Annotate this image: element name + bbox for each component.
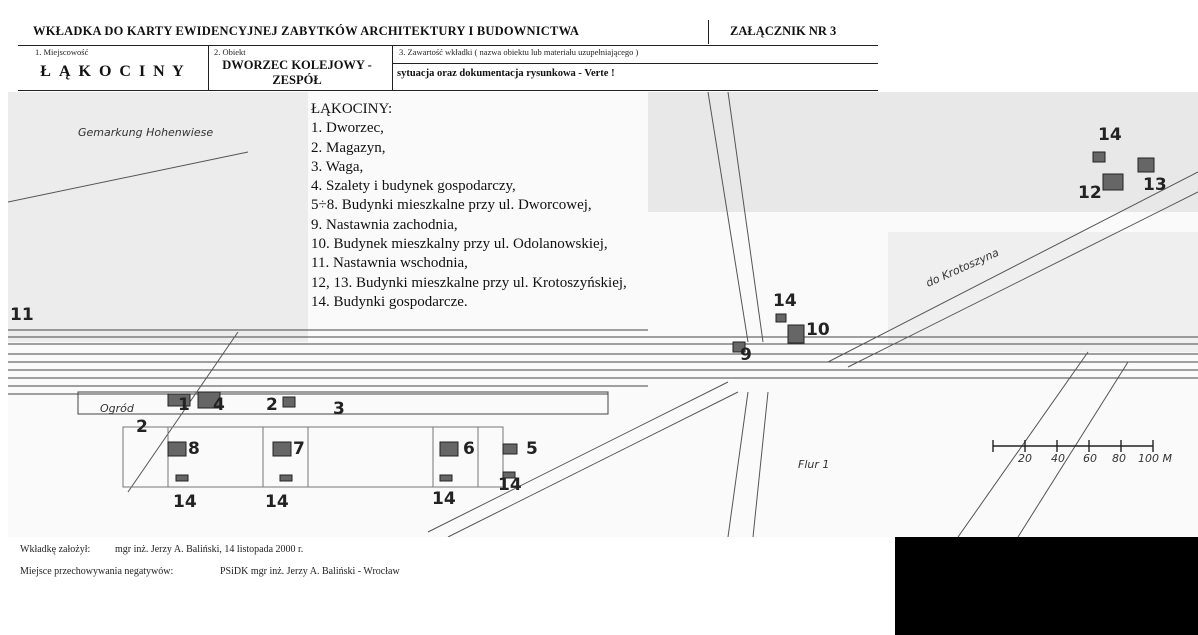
storage-label: Miejsce przechowywania negatywów: [20,566,174,577]
map-label-yard: Ogród [100,402,134,415]
content-value: sytuacja oraz dokumentacja rysunkowa - Verte ! [397,68,615,79]
legend-item: 2. Magazyn, [311,139,386,156]
legend-item: 4. Szalety i budynek gospodarczy, [311,178,516,195]
field-separator-2 [392,45,393,90]
created-by-label: Wkładkę założył: [20,544,91,555]
place-value: Ł Ą K O C I N Y [40,63,186,80]
building-number-6: 6 [463,439,475,459]
title-separator [708,20,709,44]
building-number-14-east: 14 [773,291,797,311]
object-label: 2. Obiekt [214,47,246,57]
legend-item: 3. Waga, [311,158,364,175]
building-number-5: 5 [526,439,538,459]
field-separator-1 [208,45,209,90]
scale-tick-20: 20 [1018,452,1032,465]
created-by-value: mgr inż. Jerzy A. Baliński, 14 listopada 2000 r. [115,544,304,555]
legend-item: 1. Dworzec, [311,120,384,137]
building-number-11: 11 [10,305,34,325]
building-number-14-ne: 14 [1098,125,1122,145]
legend-title: ŁĄKOCINY: [311,101,393,117]
place-label: 1. Miejscowość [35,47,89,57]
building-number-9: 9 [740,345,752,365]
legend-item: 10. Budynek mieszkalny przy ul. Odolanowskiej, [311,236,608,253]
scale-tick-80: 80 [1112,452,1126,465]
map-label-road: do Krotoszyna [923,245,1001,290]
building-number-14-b: 14 [265,492,289,512]
map-legend [311,100,627,312]
field-3-underline [392,63,878,64]
building-number-4: 4 [213,395,225,415]
scale-tick-40: 40 [1051,452,1065,465]
legend-item: 14. Budynki gospodarcze. [311,293,468,310]
scale-tick-100: 100 M [1138,452,1172,465]
object-value-line1: DWORZEC KOLEJOWY - [222,58,372,72]
building-number-2b: 2 [136,417,148,437]
legend-item: 9. Nastawnia zachodnia, [311,216,458,233]
header-rule-top [18,45,878,46]
building-number-7: 7 [293,439,305,459]
content-label: 3. Zawartość wkładki ( nazwa obiektu lub materiału uzupełniającego ) [399,47,639,57]
legend-item: 5÷8. Budynki mieszkalne przy ul. Dworcowej, [311,197,592,214]
building-number-13: 13 [1143,175,1167,195]
map-label-flur: Flur 1 [798,458,830,471]
building-number-14-a: 14 [173,492,197,512]
building-number-14-d: 14 [498,475,522,495]
scale-tick-60: 60 [1083,452,1097,465]
object-value-line2: ZESPÓŁ [272,73,322,87]
legend-item: 11. Nastawnia wschodnia, [311,255,468,272]
map-label-gemarkung: Gemarkung Hohenwiese [78,126,214,139]
building-number-1: 1 [178,395,190,415]
building-number-3: 3 [333,399,345,419]
building-number-8: 8 [188,439,200,459]
building-number-10: 10 [806,320,830,340]
building-number-14-c: 14 [432,489,456,509]
document-title: WKŁADKA DO KARTY EWIDENCYJNEJ ZABYTKÓW ARCHITEKTURY I BUDOWNICTWA [33,24,580,38]
header-rule-bottom [18,90,878,91]
building-number-12: 12 [1078,183,1102,203]
legend-item: 12, 13. Budynki mieszkalne przy ul. Krotoszyńskiej, [311,274,627,291]
building-number-2a: 2 [266,395,278,415]
storage-value: PSiDK mgr inż. Jerzy A. Baliński - Wrocław [220,566,400,577]
annex-number: ZAŁĄCZNIK NR 3 [730,24,837,38]
